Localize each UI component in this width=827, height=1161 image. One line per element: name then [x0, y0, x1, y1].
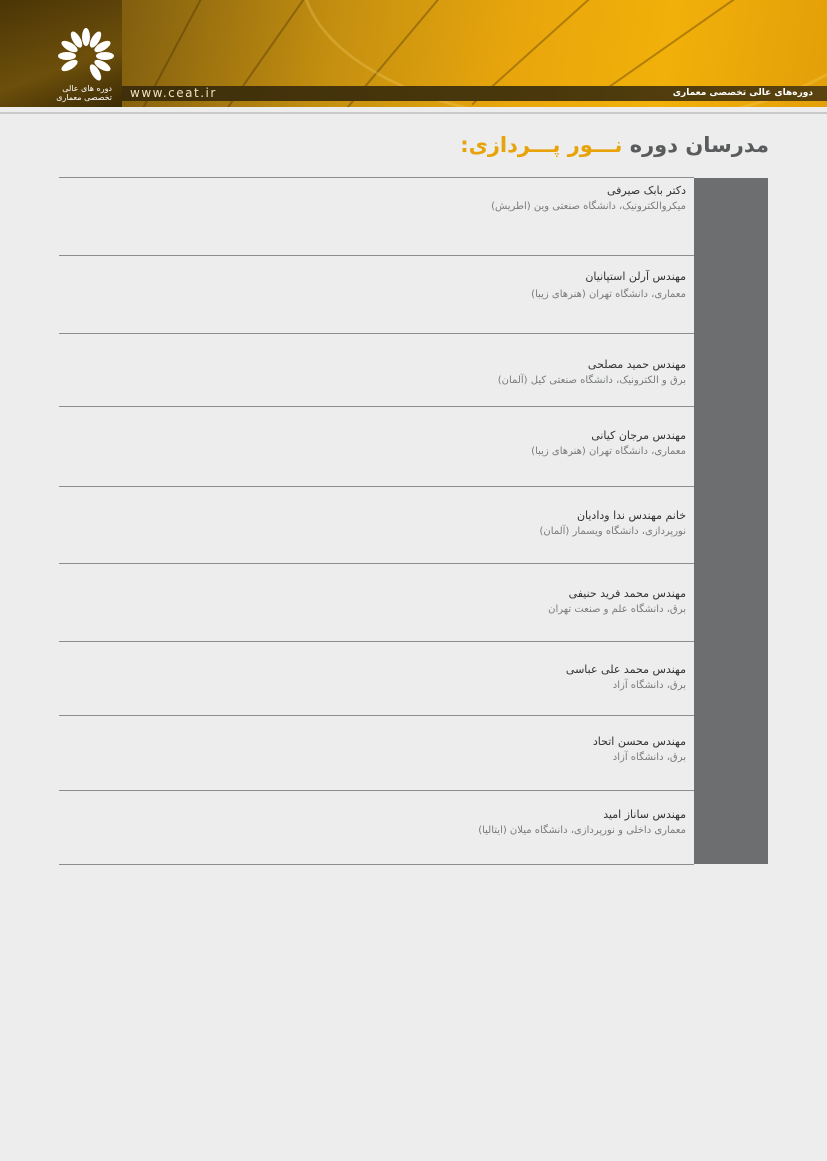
- header-bar-title: دوره‌های عالی تخصصی معماری: [672, 88, 813, 98]
- header-bar: [122, 86, 827, 101]
- instructor-detail: نورپردازی، دانشگاه ویسمار (آلمان): [539, 526, 686, 537]
- list-item: [59, 406, 694, 486]
- side-stripe: [694, 178, 768, 864]
- instructor-detail: معماری داخلی و نورپردازی، دانشگاه میلان (ایتالیا): [478, 825, 686, 836]
- header-divider: [0, 112, 827, 114]
- logo-text-line1: دوره های عالی: [62, 84, 112, 93]
- list-item: [59, 790, 694, 865]
- logo-text: [2, 84, 112, 102]
- instructor-name: خانم مهندس ندا ودادیان: [576, 509, 686, 522]
- instructor-name: دکتر بابک صیرفی: [607, 184, 686, 197]
- list-item: [59, 333, 694, 406]
- list-item: [59, 177, 694, 255]
- page-title: [460, 128, 769, 162]
- instructor-detail: معماری، دانشگاه تهران (هنرهای زیبا): [531, 446, 686, 457]
- instructor-detail: معماری، دانشگاه تهران (هنرهای زیبا): [531, 289, 686, 300]
- list-item: [59, 563, 694, 641]
- instructor-name: مهندس آرلن استپانیان: [585, 270, 686, 283]
- header-banner: [0, 0, 827, 107]
- instructor-name: مهندس حمید مصلحی: [587, 358, 686, 371]
- instructor-name: مهندس محسن اتحاد: [592, 735, 686, 748]
- instructor-name: مهندس ساناز امید: [603, 808, 686, 821]
- title-suffix: :: [460, 133, 469, 157]
- instructor-detail: برق، دانشگاه علم و صنعت تهران: [548, 604, 686, 615]
- logo-flower-icon: [56, 26, 116, 86]
- list-item: [59, 486, 694, 563]
- instructor-name: مهندس محمد علی عباسی: [565, 663, 686, 676]
- instructor-detail: میکروالکترونیک، دانشگاه صنعتی وین (اطریش): [491, 201, 686, 212]
- logo-text-line2: تخصصی معماری: [56, 93, 112, 102]
- title-prefix: مدرسان دوره: [629, 133, 769, 157]
- instructor-detail: برق و الکترونیک، دانشگاه صنعتی کیل (آلمان): [497, 375, 686, 386]
- list-item: [59, 641, 694, 715]
- instructor-name: مهندس محمد فرید حنیفی: [568, 587, 686, 600]
- logo-block: [0, 0, 122, 107]
- list-item: [59, 715, 694, 790]
- list-item: [59, 255, 694, 333]
- title-highlight: نـــور پـــردازی: [468, 133, 623, 157]
- instructor-detail: برق، دانشگاه آزاد: [612, 752, 686, 763]
- instructor-name: مهندس مرجان کیانی: [591, 429, 686, 442]
- instructor-detail: برق، دانشگاه آزاد: [612, 680, 686, 691]
- website-link[interactable]: www.ceat.ir: [130, 86, 217, 100]
